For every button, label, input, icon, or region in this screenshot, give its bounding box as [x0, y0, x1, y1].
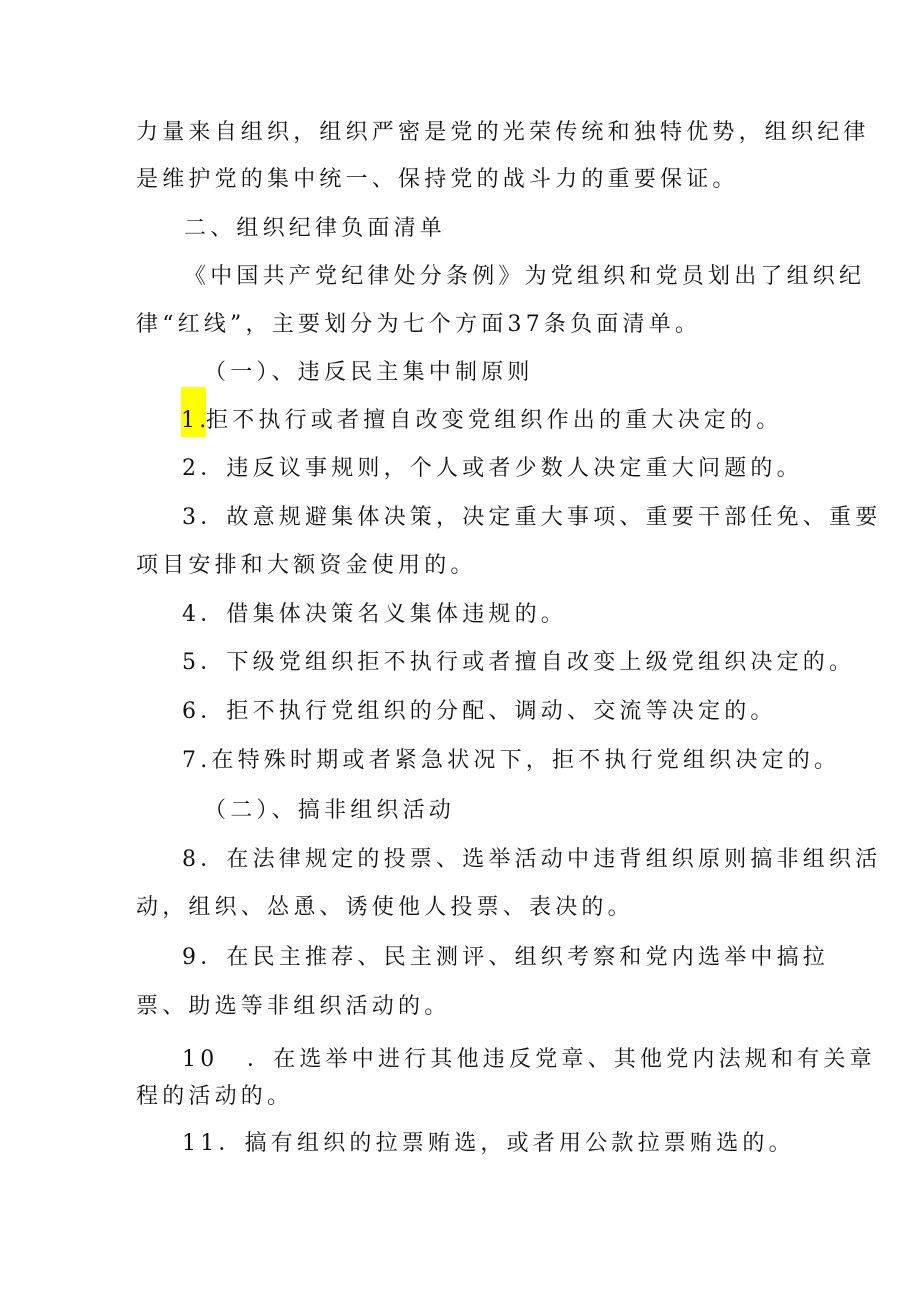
item-10-line-2: 程的活动的。: [136, 1084, 294, 1109]
item-5: 5．下级党组织拒不执行或者擅自改变上级党组织决定的。: [182, 650, 856, 675]
section-heading-2: 二、组织纪律负面清单: [184, 216, 447, 241]
item-2: 2．违反议事规则，个人或者少数人决定重大问题的。: [182, 456, 803, 481]
item-4: 4．借集体决策名义集体违规的。: [182, 602, 567, 627]
subsection-2-title: （二）、搞非组织活动: [204, 798, 456, 823]
item-10-line-1: ．在选举中进行其他违反党章、其他党内法规和有关章: [247, 1047, 876, 1072]
item-1-text: 拒不执行或者擅自改变党组织作出的重大决定的。: [206, 408, 783, 433]
item-9-line-1: 9．在民主推荐、民主测评、组织考察和党内选举中搞拉: [182, 945, 829, 970]
paragraph-2-line-1: 《中国共产党纪律处分条例》为党组织和党员划出了组织纪: [184, 264, 866, 289]
item-3-line-2: 项目安排和大额资金使用的。: [136, 553, 477, 578]
item-6: 6．拒不执行党组织的分配、调动、交流等决定的。: [182, 699, 777, 724]
item-3-line-1: 3．故意规避集体决策，决定重大事项、重要干部任免、重要: [182, 505, 882, 530]
item-9-line-2: 票、助选等非组织活动的。: [136, 994, 451, 1019]
paragraph-2-line-2: 律“红线”，主要划分为七个方面37条负面清单。: [136, 312, 702, 337]
item-10-number: 10: [182, 1047, 219, 1072]
item-8-line-2: 动，组织、怂恿、诱使他人投票、表决的。: [136, 895, 634, 920]
item-8-line-1: 8．在法律规定的投票、选举活动中违背组织原则搞非组织活: [182, 847, 882, 872]
subsection-1-title: （一）、违反民主集中制原则: [204, 360, 534, 385]
item-11: 11．搞有组织的拉票贿选，或者用公款拉票贿选的。: [182, 1131, 795, 1156]
item-7: 7.在特殊时期或者紧急状况下，拒不执行党组织决定的。: [182, 748, 841, 773]
paragraph-1-line-1: 力量来自组织，组织严密是党的光荣传统和独特优势，组织纪律: [136, 120, 870, 145]
item-1-number: 1.: [181, 408, 211, 433]
paragraph-1-line-2: 是维护党的集中统一、保持党的战斗力的重要保证。: [136, 167, 739, 192]
